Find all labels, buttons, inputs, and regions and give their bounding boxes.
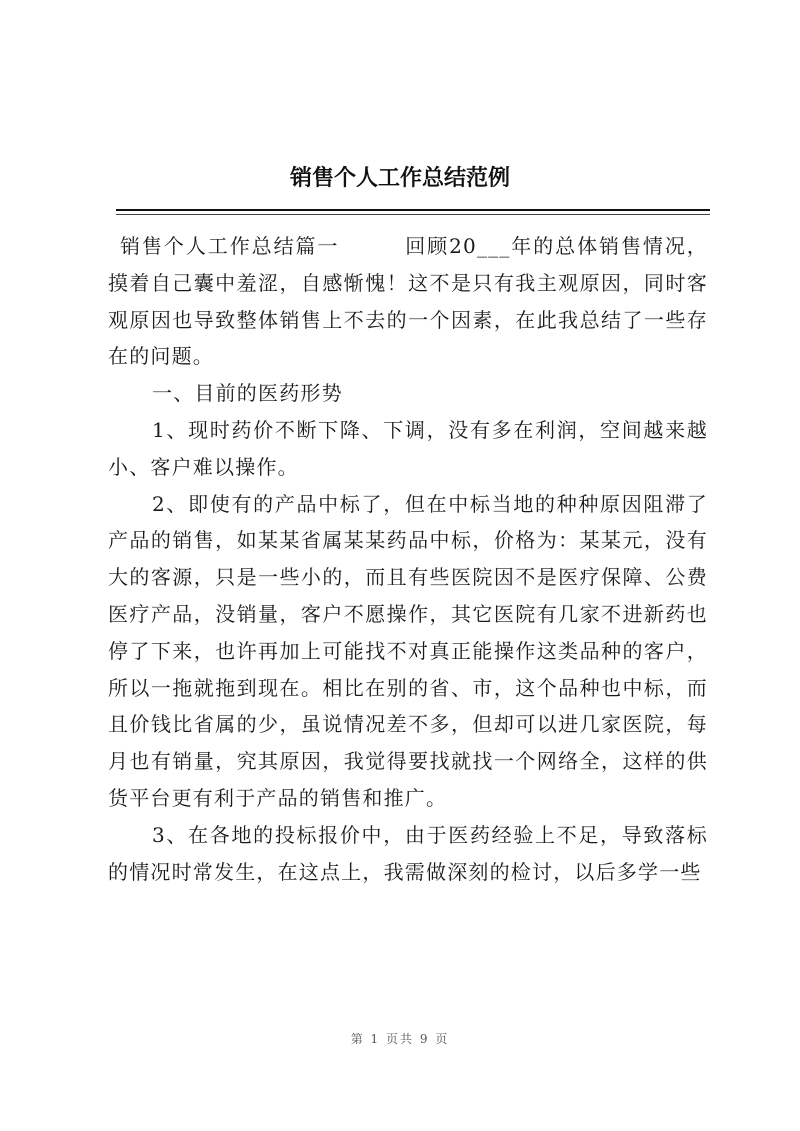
paragraph-intro: 销售个人工作总结篇一 回顾20___年的总体销售情况，摸着自己囊中羞涩，自感惭愧！这不是只有我主观原因，同时客观原因也导致整体销售上不去的一个因素，在此我总结了一些存在的问题。 bbox=[108, 234, 708, 369]
page-number-footer: 第 1 页共 9 页 bbox=[350, 1032, 450, 1046]
title-divider-thin bbox=[116, 214, 710, 215]
paragraph-point-3: 3、在各地的投标报价中，由于医药经验上不足，导致落标的情况时常发生，在这点上，我需做深刻的检讨，以后多学一些 bbox=[108, 822, 708, 884]
paragraph-point-1: 1、现时药价不断下降、下调，没有多在利润，空间越来越小、客户难以操作。 bbox=[108, 417, 708, 479]
section-heading-medical-situation: 一、目前的医药形势 bbox=[152, 381, 343, 406]
document-body bbox=[108, 228, 708, 890]
title-divider-thick bbox=[116, 209, 710, 211]
document-title: 销售个人工作总结范例 bbox=[289, 166, 510, 191]
paragraph-point-2: 2、即使有的产品中标了，但在中标当地的种种原因阻滞了产品的销售，如某某省属某某药品中标，价格为：某某元，没有大的客源，只是一些小的，而且有些医院因不是医疗保障、公费医疗产品，没销量，客户不愿操作，其它医院有几家不进新药也停了下来，也许再加上可能找不对真正能操作这类品种的客户，所以一拖就拖到现在。相比在别的省、市，这个品种也中标，而且价钱比省属的少，虽说情况差不多，但却可以进几家医院，每月也有销量，究其原因，我觉得要找就找一个网络全，这样的供货平台更有利于产品的销售和推广。 bbox=[108, 491, 708, 810]
